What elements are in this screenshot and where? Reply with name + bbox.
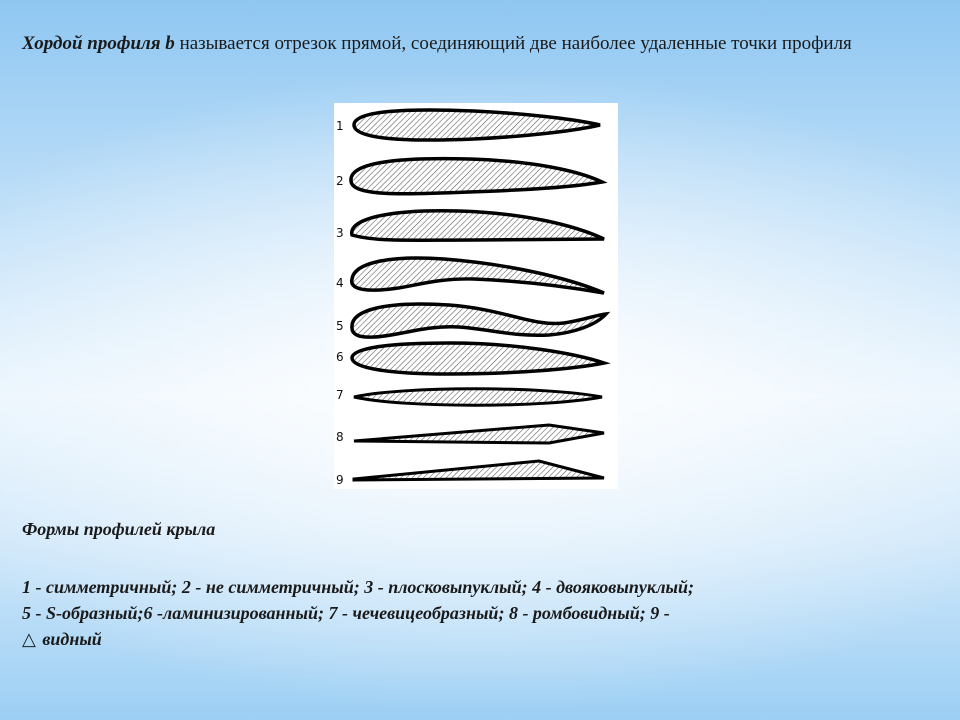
airfoil-profile-2 xyxy=(336,159,602,194)
chord-definition-text: называется отрезок прямой, соединяющий две наиболее удаленные точки профиля xyxy=(174,33,852,54)
triangle-icon: △ xyxy=(22,629,36,649)
chord-term: Хордой профиля b xyxy=(22,33,175,54)
caption-line-1: 1 - симметричный; 2 - не симметричный; 3 - плосковыпуклый; 4 - двояковыпуклый; xyxy=(22,577,695,597)
chord-definition xyxy=(22,30,932,57)
airfoil-profile-3 xyxy=(336,211,604,241)
airfoil-profile-1 xyxy=(336,110,600,140)
profile-shapes-list xyxy=(22,574,942,652)
airfoil-profile-8 xyxy=(336,425,604,444)
airfoil-profile-5 xyxy=(336,304,606,337)
caption-line-2: 5 - S-образный;6 -ламинизированный; 7 - чечевицеобразный; 8 - ромбовидный; 9 - xyxy=(22,603,670,623)
profile-label-8: 8 xyxy=(336,430,344,444)
airfoil-profiles-figure xyxy=(334,103,618,489)
profile-label-3: 3 xyxy=(336,226,344,240)
profile-label-7: 7 xyxy=(336,388,344,402)
profile-label-9: 9 xyxy=(336,473,344,487)
profile-shapes-title: Формы профилей крыла xyxy=(22,519,216,539)
airfoil-profile-7 xyxy=(336,388,602,405)
profile-label-5: 5 xyxy=(336,319,344,333)
airfoil-profile-9 xyxy=(336,461,604,487)
profile-label-1: 1 xyxy=(336,119,344,133)
profile-label-4: 4 xyxy=(336,276,344,290)
caption-line-3 xyxy=(22,626,942,652)
caption-line-3-text: видный xyxy=(37,629,102,649)
profile-label-2: 2 xyxy=(336,174,344,188)
airfoil-profile-4 xyxy=(336,258,604,293)
airfoil-profile-6 xyxy=(336,343,604,374)
profile-label-6: 6 xyxy=(336,350,344,364)
